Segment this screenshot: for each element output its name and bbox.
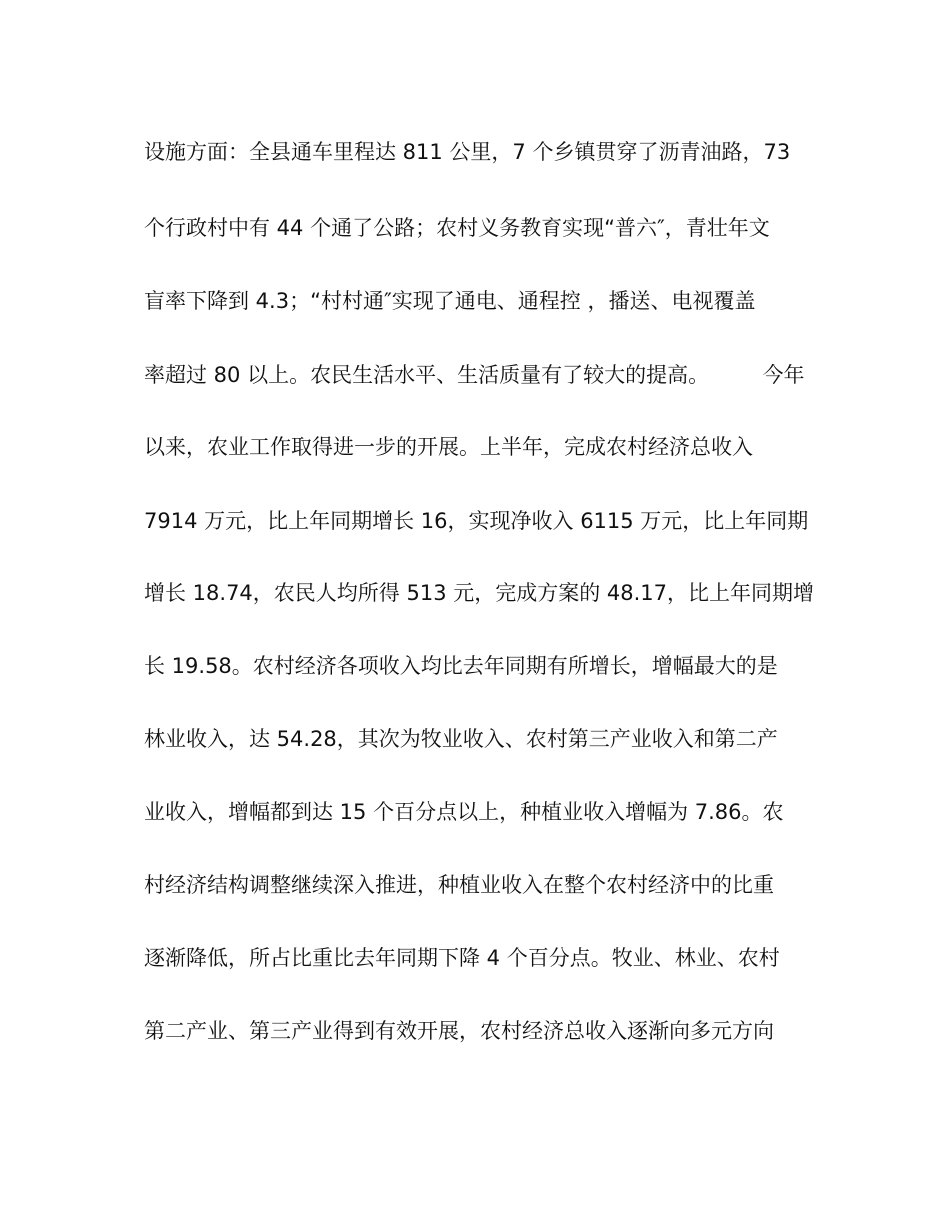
text-line: 盲率下降到 4.3；“村村通″实现了通电、通程控 ，播送、电视覆盖	[144, 289, 756, 313]
text-line: 长 19.58。农村经济各项收入均比去年同期有所增长，增幅最大的是	[144, 654, 778, 678]
text-line: 业收入，增幅都到达 15 个百分点以上，种植业收入增幅为 7.86。农	[144, 800, 784, 824]
text-line: 增长 18.74，农民人均所得 513 元，完成方案的 48.17，比上年同期增	[144, 581, 815, 605]
text-line: 村经济结构调整继续深入推进，种植业收入在整个农村经济中的比重	[144, 873, 774, 897]
text-line: 设施方面：全县通车里程达 811 公里，7 个乡镇贯穿了沥青油路，73	[144, 140, 791, 164]
text-line: 7914 万元，比上年同期增长 16，实现净收入 6115 万元，比上年同期	[144, 509, 809, 533]
text-line: 逐渐降低，所占比重比去年同期下降 4 个百分点。牧业、林业、农村	[144, 946, 780, 970]
text-line: 第二产业、第三产业得到有效开展，农村经济总收入逐渐向多元方向	[144, 1019, 774, 1043]
text-line: 个行政村中有 44 个通了公路；农村义务教育实现“普六″，青壮年文	[144, 216, 770, 240]
text-line: 率超过 80 以上。农民生活水平、生活质量有了较大的提高。 今年	[144, 363, 805, 387]
text-line: 以来，农业工作取得进一步的开展。上半年，完成农村经济总收入	[144, 435, 753, 459]
text-line: 林业收入，达 54.28，其次为牧业收入、农村第三产业收入和第二产	[144, 727, 778, 751]
